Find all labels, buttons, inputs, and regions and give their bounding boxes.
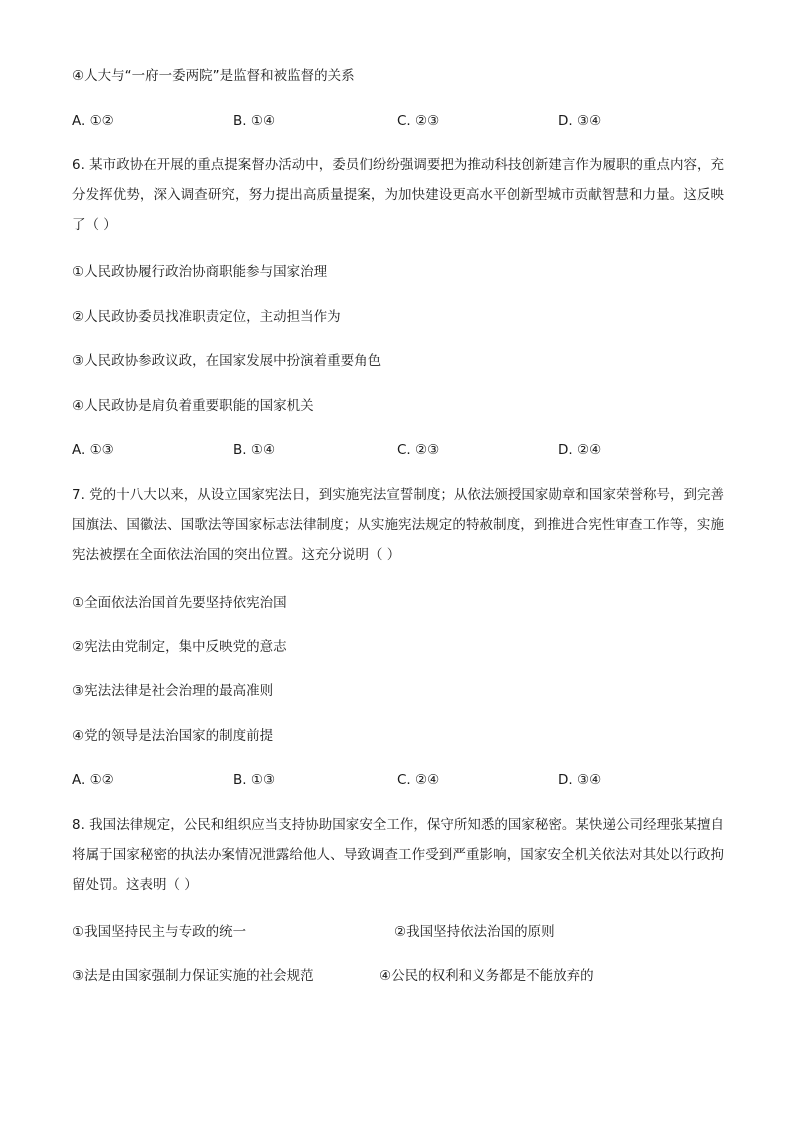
- q7-statement-3: ③宪法法律是社会治理的最高准则: [72, 683, 274, 699]
- q6-option-b: B. ①④: [233, 442, 276, 458]
- q6-option-a: A. ①③: [72, 442, 114, 458]
- option-a: A. ①②: [72, 113, 114, 129]
- statement-4-prev: ④人大与“一府一委两院”是监督和被监督的关系: [72, 68, 355, 84]
- q8-statement-4: ④公民的权利和义务都是不能放弃的: [379, 968, 594, 984]
- q6-option-c: C. ②③: [397, 442, 440, 458]
- option-c: C. ②③: [397, 113, 440, 129]
- q6-options-row: [72, 440, 722, 460]
- q8-statement-2: ②我国坚持依法治国的原则: [394, 924, 555, 940]
- q7-statement-1: ①全面依法治国首先要坚持依宪治国: [72, 595, 287, 611]
- q6-statement-4: ④人民政协是肩负着重要职能的国家机关: [72, 398, 314, 414]
- q8-statements-row-2: [72, 966, 722, 986]
- question-6-stem: 6. 某市政协在开展的重点提案督办活动中，委员们纷纷强调要把为推动科技创新建言作为履职的重点内容，充分发挥优势，深入调查研究，努力提出高质量提案，为加快建设更高水平创新型城市贡献智慧和力量。这反映了（ ）: [72, 157, 724, 233]
- option-b: B. ①④: [233, 113, 276, 129]
- q6-statement-1: ①人民政协履行政治协商职能参与国家治理: [72, 264, 328, 280]
- q7-options-row: [72, 770, 722, 790]
- q7-option-c: C. ②④: [397, 772, 440, 788]
- q7-option-a: A. ①②: [72, 772, 114, 788]
- option-d: D. ③④: [558, 113, 602, 129]
- options-row-prev: [72, 111, 722, 131]
- q6-option-d: D. ②④: [558, 442, 602, 458]
- q8-statement-3: ③法是由国家强制力保证实施的社会规范: [72, 968, 314, 984]
- q8-statement-1: ①我国坚持民主与专政的统一: [72, 924, 247, 940]
- q8-statements-row-1: [72, 922, 722, 942]
- q6-statement-2: ②人民政协委员找准职责定位，主动担当作为: [72, 309, 341, 325]
- q7-statement-4: ④党的领导是法治国家的制度前提: [72, 728, 274, 744]
- question-7-stem: 7. 党的十八大以来，从设立国家宪法日，到实施宪法宣誓制度；从依法颁授国家勋章和国家荣誉称号，到完善国旗法、国徽法、国歌法等国家标志法律制度；从实施宪法规定的特赦制度，到推进合宪性审查工作等，实施宪法被摆在全面依法治国的突出位置。这充分说明（ ）: [72, 487, 724, 563]
- q6-statement-3: ③人民政协参政议政，在国家发展中扮演着重要角色: [72, 353, 382, 369]
- q7-statement-2: ②宪法由党制定，集中反映党的意志: [72, 639, 287, 655]
- q7-option-b: B. ①③: [233, 772, 276, 788]
- q7-option-d: D. ③④: [558, 772, 602, 788]
- question-8-stem: 8. 我国法律规定，公民和组织应当支持协助国家安全工作，保守所知悉的国家秘密。某快递公司经理张某擅自将属于国家秘密的执法办案情况泄露给他人、导致调查工作受到严重影响，国家安全机关依法对其处以行政拘留处罚。这表明（ ）: [72, 817, 724, 893]
